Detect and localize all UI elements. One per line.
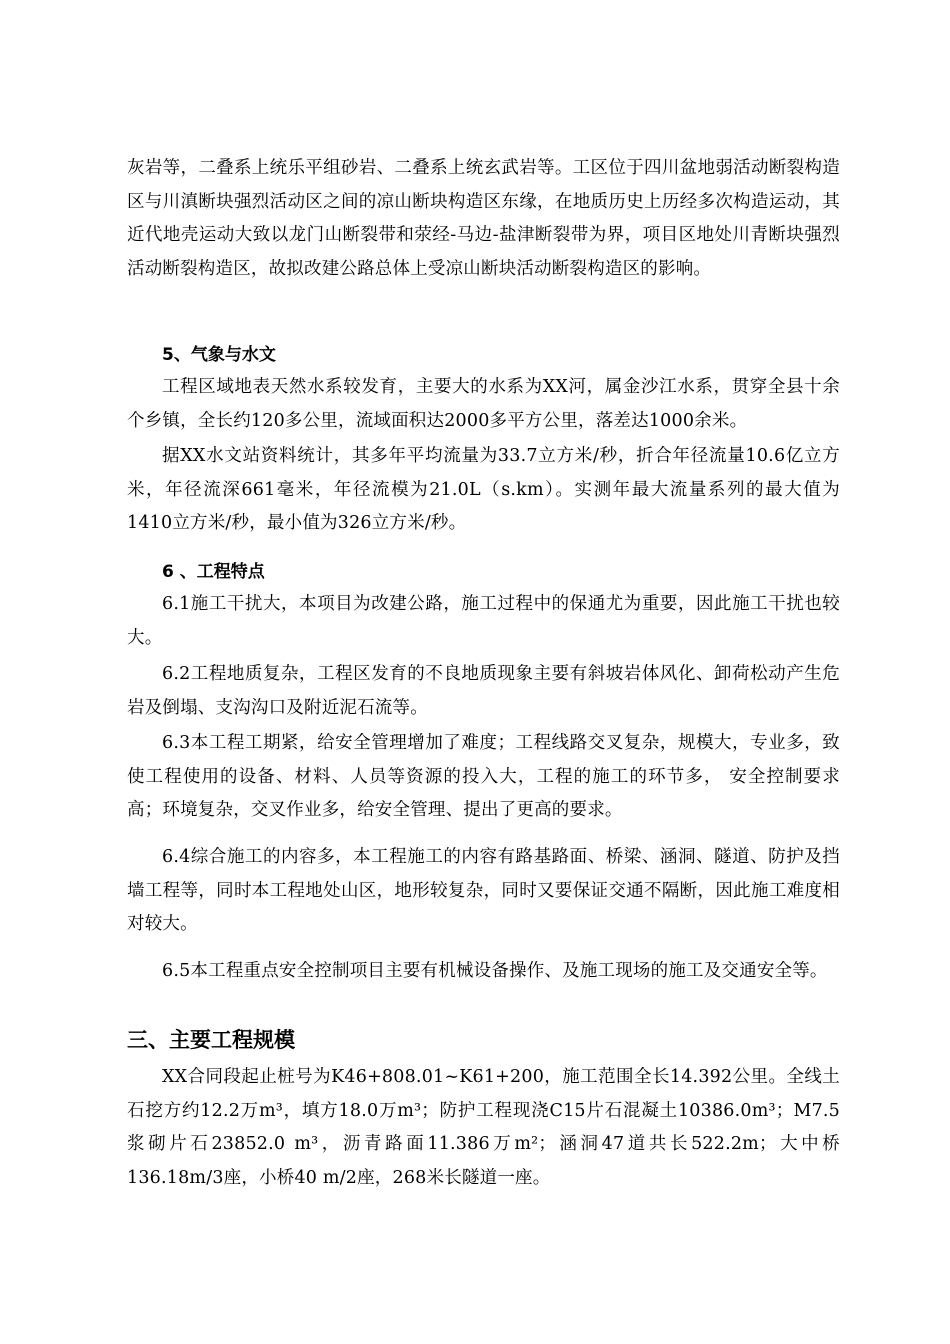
paragraph-water-system: 工程区域地表天然水系较发育，主要大的水系为XX河，属金沙江水系，贯穿全县十余个乡镇，全长约120多公里，流域面积达2000多平方公里，落差达1000余米。 [127, 377, 840, 431]
paragraph-geology-continued: 灰岩等，二叠系上统乐平组砂岩、二叠系上统玄武岩等。工区位于四川盆地弱活动断裂构造区与川滇断块强烈活动区之间的凉山断块构造区东缘，在地质历史上历经多次构造运动，其近代地壳运动大致以龙门山断裂带和荥经-马边-盐津断裂带为界，项目区地处川青断块强烈活动断裂构造区，故拟改建公路总体上受凉山断块活动断裂构造区的影响。 [127, 158, 840, 279]
section-heading-project-features: 6 、工程特点 [162, 562, 265, 582]
paragraph-feature-6-3: 6.3本工程工期紧，给安全管理增加了难度；工程线路交叉复杂，规模大，专业多，致使工程使用的设备、材料、人员等资源的投入大，工程的施工的环节多， 安全控制要求高；环境复杂，交叉作业多，给安全管理、提出了更高的要求。 [127, 733, 840, 820]
chapter-heading-main-scale: 三、主要工程规模 [127, 1028, 295, 1052]
paragraph-hydrology-stats: 据XX水文站资料统计，其多年平均流量为33.7立方米/秒，折合年径流量10.6亿立方米，年径流深661毫米，年径流模为21.0L（s.km）。实测年最大流量系列的最大值为1410立方米/秒，最小值为326立方米/秒。 [127, 446, 840, 533]
paragraph-main-scale: XX合同段起止桩号为K46+808.01~K61+200，施工范围全长14.392公里。全线土石挖方约12.2万m³，填方18.0万m³；防护工程现浇C15片石混凝土10386.0m³；M7.5浆砌片石23852.0 m³，沥青路面11.386万m²；涵洞47道共长522.2m；大中桥136.18m/3座，小桥40 m/2座，268米长隧道一座。 [127, 1067, 840, 1188]
paragraph-feature-6-1: 6.1施工干扰大，本项目为改建公路，施工过程中的保通尤为重要，因此施工干扰也较大。 [127, 594, 840, 648]
paragraph-feature-6-4: 6.4综合施工的内容多，本工程施工的内容有路基路面、桥梁、涵洞、隧道、防护及挡墙工程等，同时本工程地处山区，地形较复杂，同时又要保证交通不隔断，因此施工难度相对较大。 [127, 847, 840, 934]
paragraph-feature-6-5: 6.5本工程重点安全控制项目主要有机械设备操作、及施工现场的施工及交通安全等。 [162, 961, 828, 981]
section-heading-climate-hydrology: 5、气象与水文 [162, 345, 276, 365]
paragraph-feature-6-2: 6.2工程地质复杂，工程区发育的不良地质现象主要有斜坡岩体风化、卸荷松动产生危岩及倒塌、支沟沟口及附近泥石流等。 [127, 664, 840, 718]
